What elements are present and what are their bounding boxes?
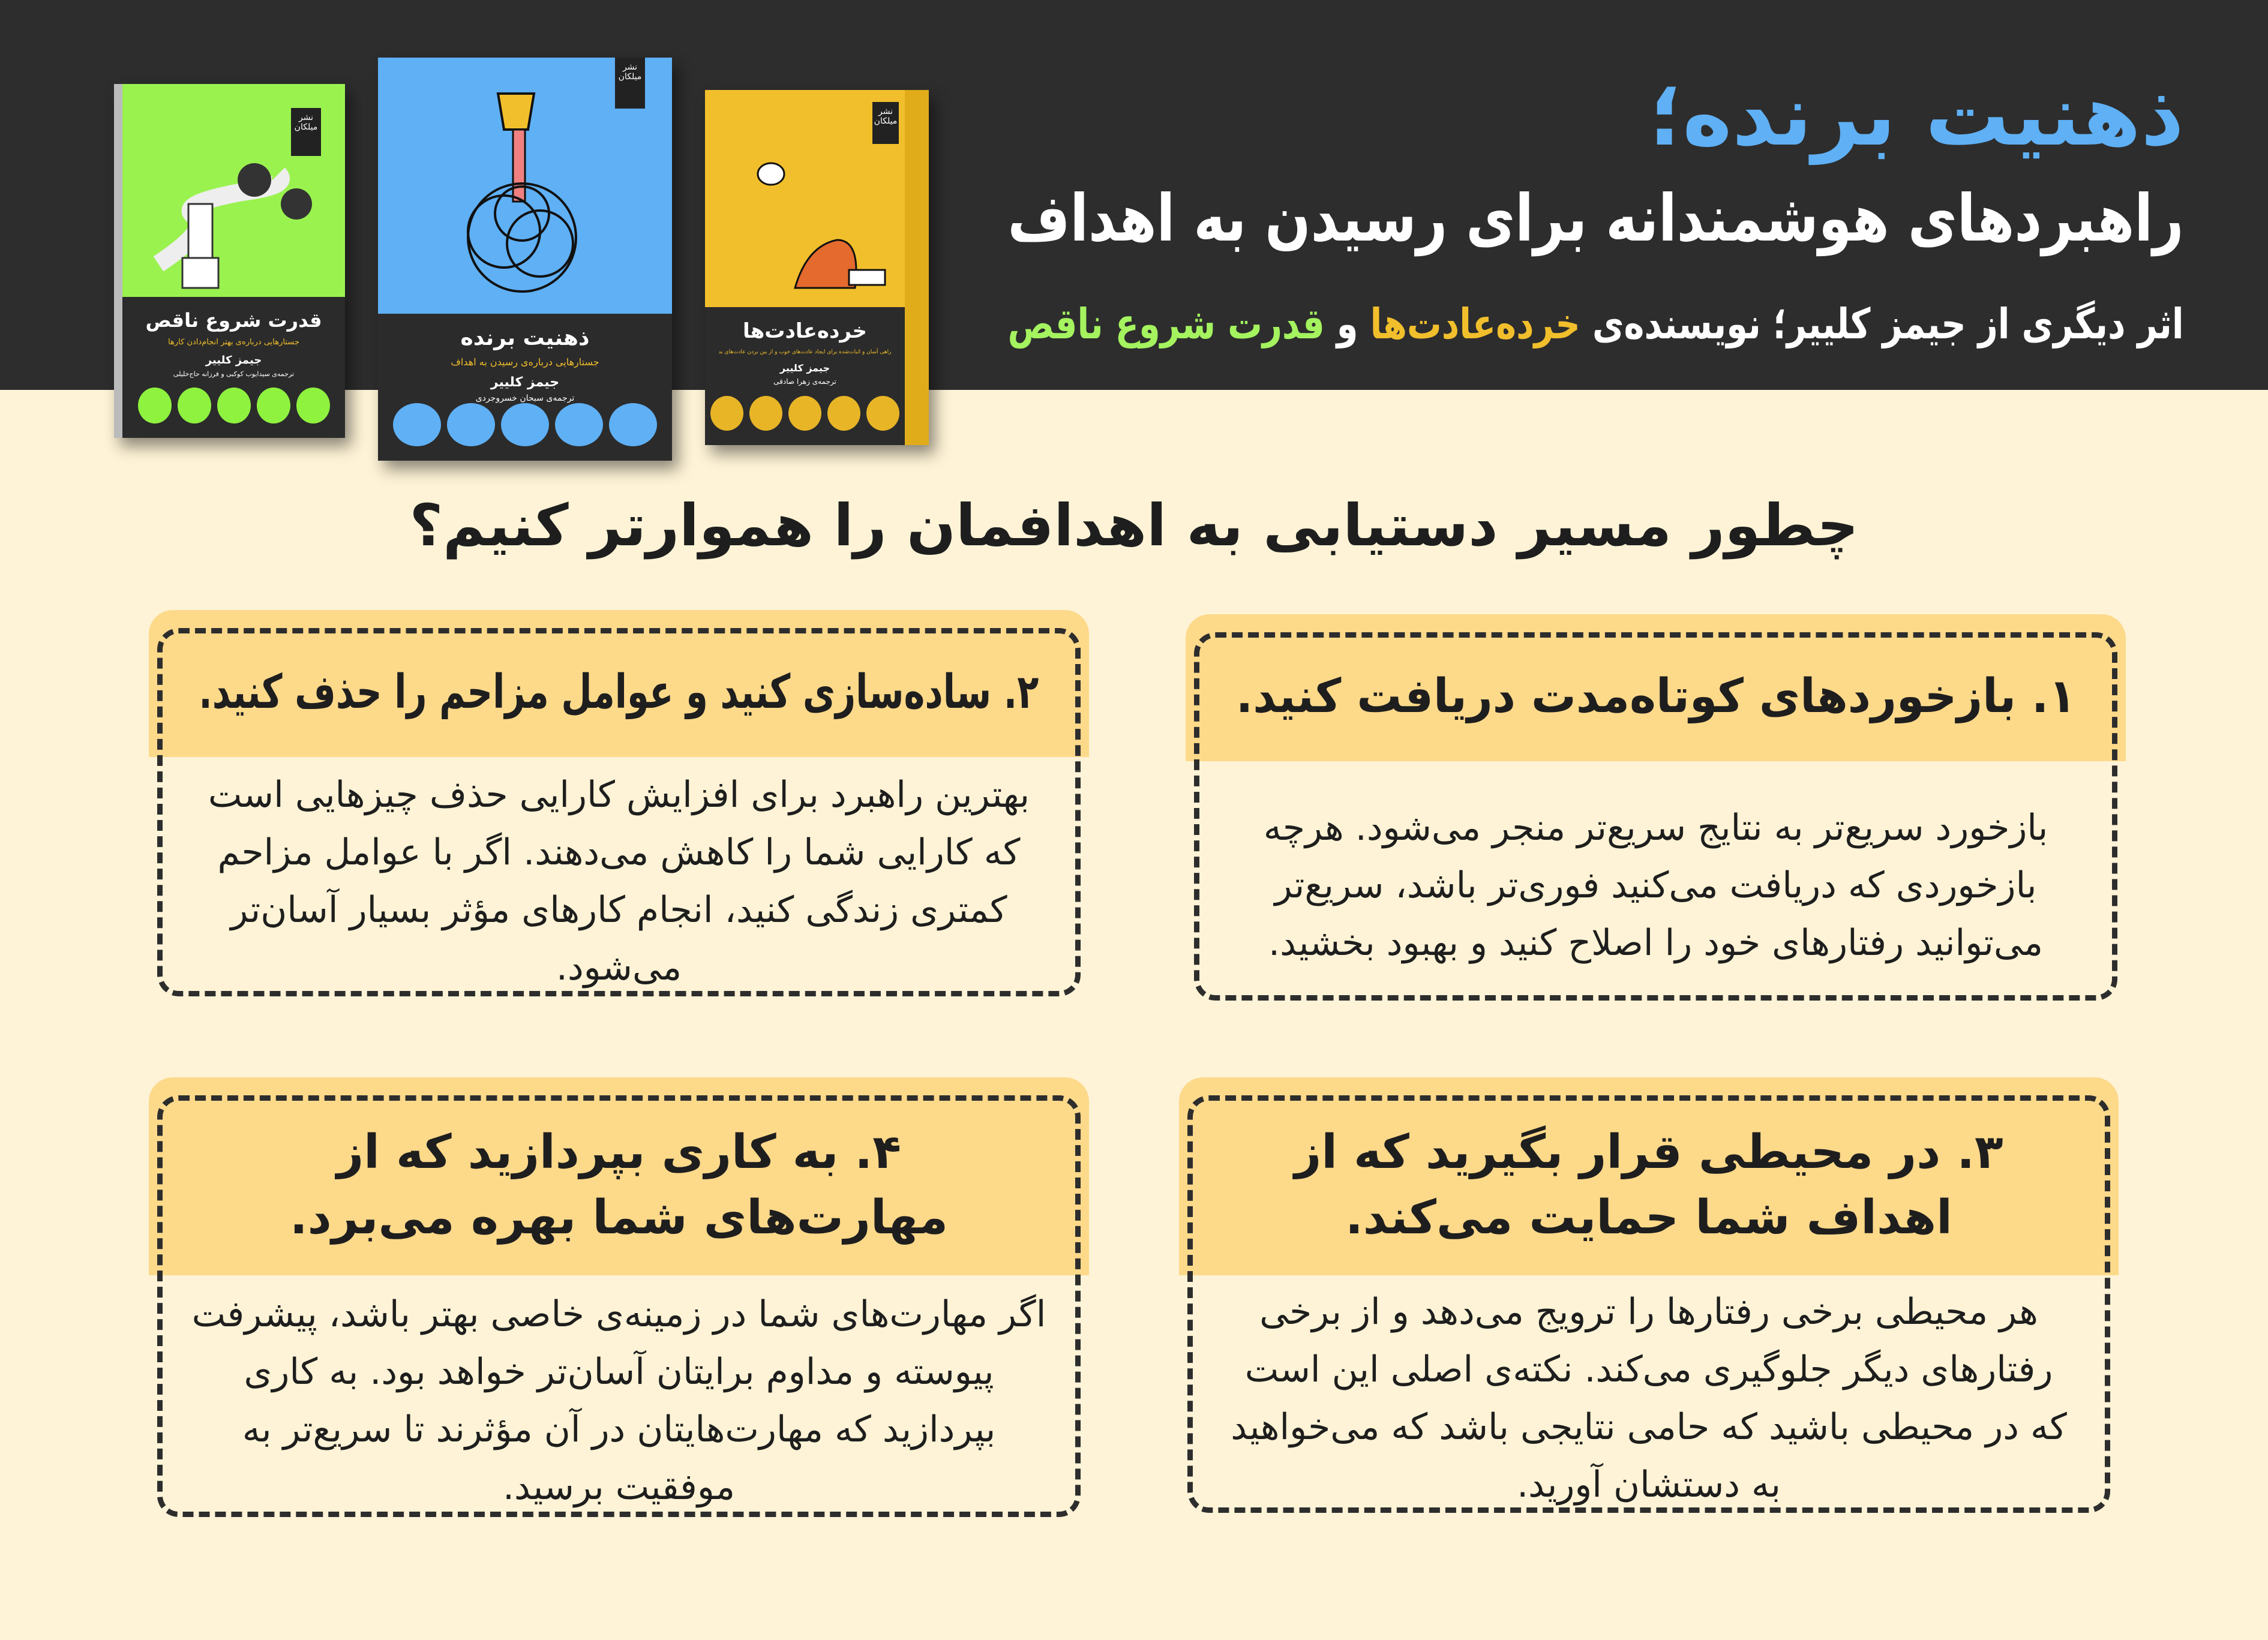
book-translator: ترجمه‌ی سبحان خسروجردی	[475, 394, 575, 403]
tip-title: ۴. به کاری بپردازید که از مهارت‌های شما بهره می‌برد.	[149, 1077, 1089, 1275]
tip-header-band	[1186, 614, 2126, 761]
tip-card-1	[1186, 614, 2126, 1009]
tip-card-3	[1179, 1077, 2119, 1521]
tip-title: ۲. ساده‌سازی کنید و عوامل مزاحم را حذف کنید.	[199, 665, 1039, 719]
book-cover-yellow	[705, 90, 929, 445]
book-author: جیمز کلییر	[205, 354, 262, 367]
book-subtitle: جستارهایی درباره‌ی رسیدن به اهداف	[451, 356, 599, 368]
byline-book-imperfect-start: قدرت شروع ناقص	[1007, 299, 1325, 349]
publisher-logo: نشر میلکان	[291, 108, 321, 156]
book-title: ذهنیت برنده	[460, 326, 590, 350]
byline-and: و	[1325, 299, 1371, 349]
book-cover-green	[114, 84, 345, 438]
dot-row	[378, 403, 672, 446]
byline-book-atomic-habits: خرده‌عادت‌ها	[1370, 299, 1581, 349]
tip-title: ۳. در محیطی قرار بگیرید که از اهداف شما حمایت می‌کند.	[1179, 1077, 2119, 1275]
book-lower-band	[378, 314, 672, 461]
tip-body: هر محیطی برخی رفتارها را ترویج می‌دهد و از برخی رفتارهای دیگر جلوگیری می‌کند. نکته‌ی اصلی این است که در محیطی باشید که حامی نتایجی باشد که می‌خواهید به دستشان آورید.	[1231, 1291, 2067, 1506]
publisher-logo: نشر میلکان	[615, 58, 645, 109]
tip-body: بازخورد سریع‌تر به نتایج سریع‌تر منجر می‌شود. هرچه بازخوردی که دریافت می‌کنید فوری‌تر باشد، سریع‌تر می‌توانید رفتارهای خود را اصلاح کنید و بهبود بخشید.	[1263, 806, 2048, 964]
tip-body: بهترین راهبرد برای افزایش کارایی حذف چیزهایی است که کارایی شما را کاهش می‌دهند. اگر با عوامل مزاحم کمتری زندگی کنید، انجام کارهای مؤثر بسیار آسان‌تر می‌شود.	[208, 773, 1030, 989]
publisher-logo: نشر میلکان	[872, 102, 899, 144]
book-title: خرده‌عادت‌ها	[742, 319, 868, 343]
book-translator: ترجمه‌ی زهرا صادقی	[773, 377, 836, 386]
main-title: ذهنیت برنده؛	[1649, 67, 2184, 165]
question-heading: چطور مسیر دستیابی به اهدافمان را هموارتر کنیم؟	[409, 492, 1859, 559]
book-illustration	[378, 58, 672, 310]
dot-row	[122, 388, 345, 423]
book-author: جیمز کلییر	[779, 362, 830, 374]
book-cover-blue	[378, 58, 672, 461]
tip-card-2	[149, 610, 1089, 1005]
book-subtitle: راهی آسان و اثبات‌شده برای ایجاد عادت‌های خوب و از بین بردن عادت‌های بد	[718, 349, 892, 355]
book-title: قدرت شروع ناقص	[145, 309, 322, 332]
tip-card-4	[149, 1077, 1089, 1525]
book-subtitle: جستارهایی درباره‌ی بهتر انجام‌دادن کارها	[168, 338, 299, 347]
book-illustration	[705, 90, 905, 306]
tip-title: ۱. بازخوردهای کوتاه‌مدت دریافت کنید.	[1235, 669, 2076, 723]
book-author: جیمز کلییر	[490, 375, 560, 390]
book-illustration	[122, 84, 345, 306]
byline-prefix: اثر دیگری از جیمز کلییر؛ نویسنده‌ی	[1580, 299, 2184, 349]
dot-row	[705, 396, 905, 431]
tip-body: اگر مهارت‌های شما در زمینه‌ی خاصی بهتر باشد، پیشرفت پیوسته و مداوم برایتان آسان‌تر خواهد بود. به کاری بپردازید که مهارت‌هایتان در آن مؤثرند تا سریع‌تر به موفقیت برسید.	[191, 1293, 1046, 1508]
tip-header-band	[149, 610, 1089, 757]
book-translator: ترجمه‌ی سیدایوب کوکبی و فرزانه حاج‌خلیلی	[173, 370, 295, 378]
main-subtitle: راهبردهای هوشمندانه برای رسیدن به اهداف	[1007, 181, 2184, 256]
book-lower-band	[122, 297, 345, 438]
book-lower-band	[705, 307, 905, 445]
byline	[1008, 297, 2184, 352]
